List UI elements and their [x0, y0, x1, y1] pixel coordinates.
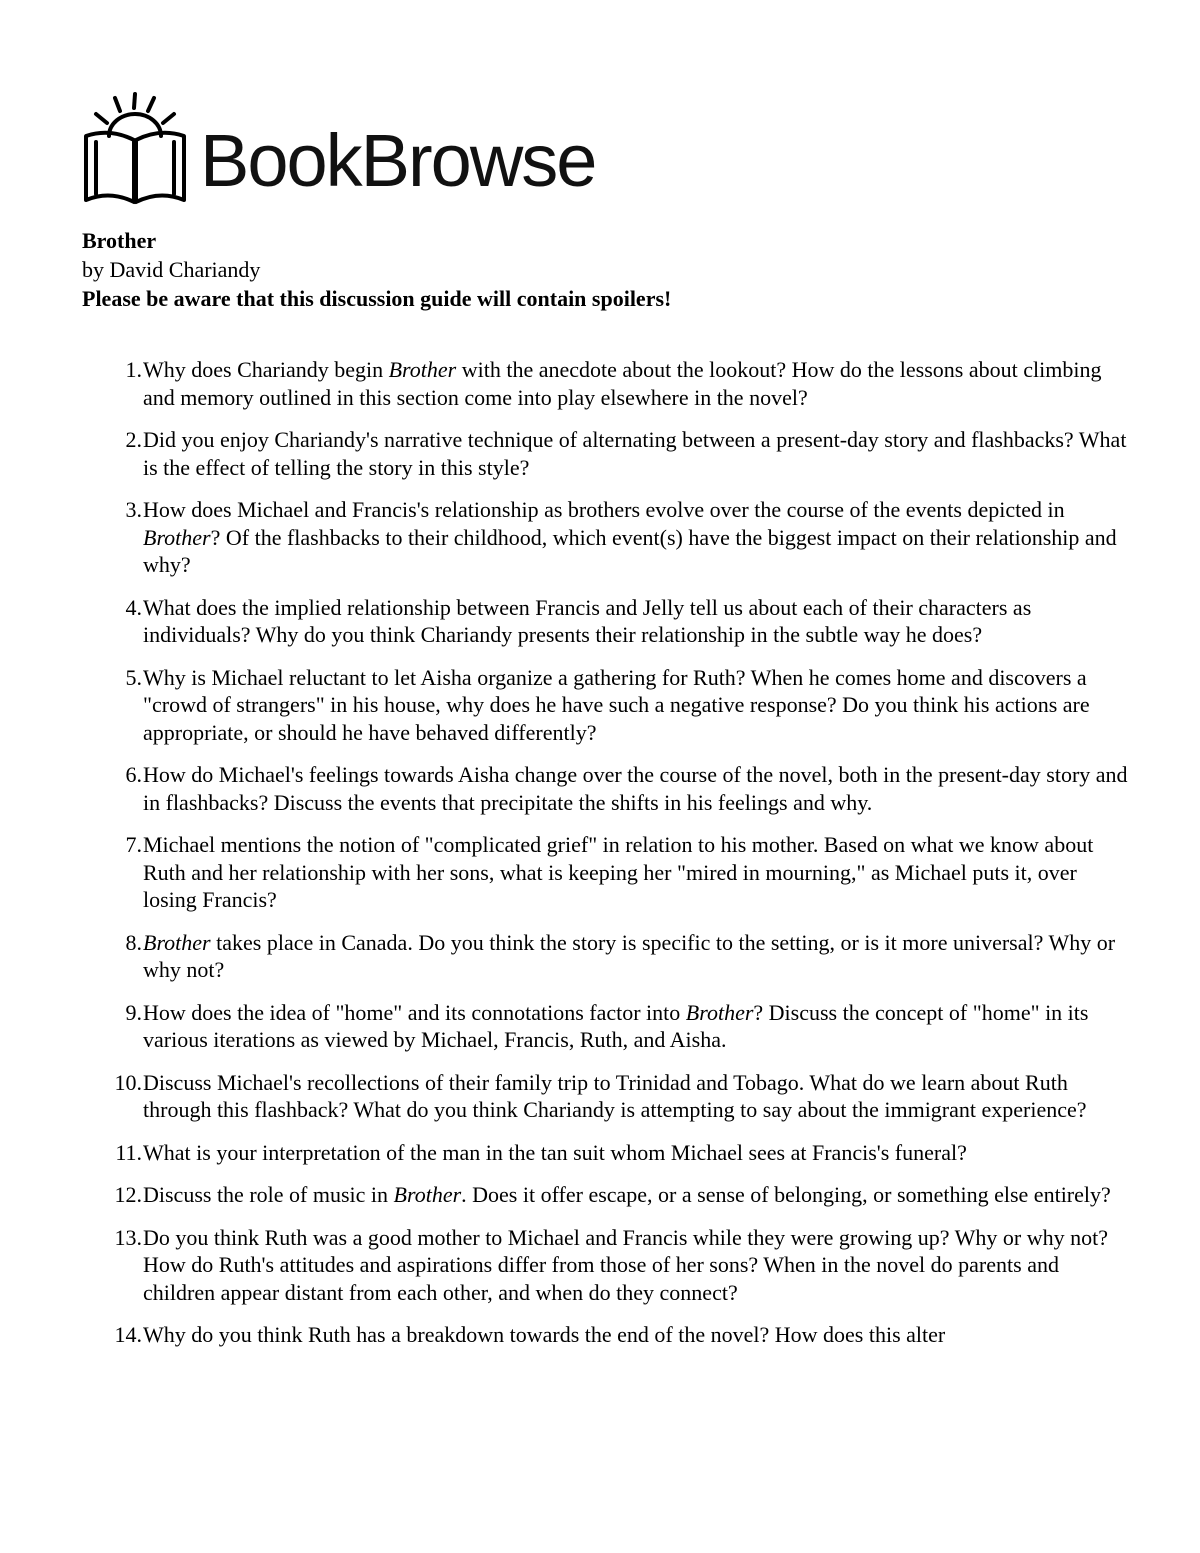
question-text	[143, 929, 1132, 984]
guide-header	[82, 226, 671, 313]
open-book-sun-icon	[82, 90, 188, 206]
discussion-question	[82, 831, 1132, 914]
discussion-question	[82, 999, 1132, 1054]
question-text-part: How does Michael and Francis's relationship as brothers evolve over the course of the events depicted in	[143, 497, 1065, 522]
question-number: 12.	[114, 1182, 142, 1207]
question-text	[143, 1139, 1132, 1167]
question-text-part: Michael mentions the notion of "complicated grief" in relation to his mother. Based on what we know about Ruth and her relationship with her sons, what is keeping her "mired in mourning," as Michael puts it, over losing Francis?	[143, 832, 1094, 912]
question-number: 8.	[125, 929, 142, 955]
book-title-italic: Brother	[393, 1182, 462, 1207]
question-text	[143, 356, 1132, 411]
question-text	[143, 999, 1132, 1054]
question-text-part: What is your interpretation of the man in the tan suit whom Michael sees at Francis's funeral?	[143, 1139, 967, 1165]
book-title-italic: Brother	[143, 929, 211, 955]
question-text	[143, 1181, 1132, 1209]
logo-wordmark: BookBrowse	[200, 119, 596, 202]
discussion-question	[82, 1224, 1132, 1307]
question-number: 14.	[114, 1322, 142, 1347]
question-text	[143, 594, 1132, 649]
question-number: 10.	[114, 1069, 142, 1095]
discussion-question	[82, 1181, 1132, 1209]
author-line: by David Chariandy	[82, 257, 261, 282]
question-number: 4.	[125, 594, 142, 620]
question-text-part: with the anecdote about the lookout? How do the lessons about climbing and memory outlined in this section come into play elsewhere in the novel?	[143, 357, 1102, 410]
question-text-part: Did you enjoy Chariandy's narrative technique of alternating between a present-day story and flashbacks? What is the effect of telling the story in this style?	[143, 427, 1127, 480]
book-title-italic: Brother	[143, 524, 211, 550]
discussion-question	[82, 594, 1132, 649]
question-text	[143, 496, 1132, 579]
question-number: 5.	[125, 664, 142, 690]
spoiler-warning: Please be aware that this discussion guide will contain spoilers!	[82, 286, 672, 311]
question-text-part: . Does it offer escape, or a sense of belonging, or something else entirely?	[461, 1182, 1111, 1207]
discussion-question	[82, 1069, 1132, 1124]
discussion-question	[82, 426, 1132, 481]
question-text-part: Do you think Ruth was a good mother to Michael and Francis while they were growing up? Why or why not? How do Ruth's attitudes and aspirations differ from those of her sons? When in the novel do parents and children appear distant from each other, and when do they connect?	[143, 1224, 1108, 1305]
question-text	[143, 426, 1132, 481]
question-text	[143, 664, 1132, 747]
discussion-question	[82, 1321, 1132, 1349]
discussion-question	[82, 496, 1132, 579]
question-number: 6.	[125, 762, 142, 787]
discussion-question	[82, 664, 1132, 747]
question-text-part: ? Of the flashbacks to their childhood, which event(s) have the biggest impact on their relationship and why?	[143, 524, 1117, 577]
question-number: 1.	[125, 357, 142, 382]
question-text-part: Discuss Michael's recollections of their family trip to Trinidad and Tobago. What do we learn about Ruth through this flashback? What do you think Chariandy is attempting to say about the immigrant experience?	[143, 1069, 1087, 1122]
question-text	[143, 761, 1132, 816]
question-number: 3.	[125, 497, 142, 522]
book-title-italic: Brother	[388, 357, 457, 382]
question-text	[143, 1069, 1132, 1124]
discussion-questions-list	[82, 356, 1132, 1364]
question-number: 2.	[125, 427, 142, 452]
bookbrowse-logo	[82, 90, 595, 206]
book-title: Brother	[82, 228, 157, 253]
question-text	[143, 1224, 1132, 1307]
question-text-part: takes place in Canada. Do you think the story is specific to the setting, or is it more universal? Why or why not?	[143, 929, 1116, 982]
question-text-part: Why does Chariandy begin	[143, 357, 389, 382]
question-text	[143, 831, 1132, 914]
question-number: 11.	[115, 1139, 142, 1165]
question-text-part: How do Michael's feelings towards Aisha change over the course of the novel, both in the present-day story and in flashbacks? Discuss the events that precipitate the shifts in his feelings and why.	[143, 762, 1128, 815]
question-text-part: Why do you think Ruth has a breakdown towards the end of the novel? How does this alter	[143, 1322, 946, 1347]
question-number: 13.	[114, 1224, 142, 1250]
discussion-question	[82, 356, 1132, 411]
book-title-italic: Brother	[685, 999, 754, 1025]
question-text-part: How does the idea of "home" and its connotations factor into	[143, 999, 686, 1025]
discussion-question	[82, 761, 1132, 816]
question-number: 7.	[125, 832, 142, 857]
question-text-part: Why is Michael reluctant to let Aisha organize a gathering for Ruth? When he comes home and discovers a "crowd of strangers" in his house, why does he have such a negative response? Do you think his actions are appropriate, or should he have behaved differently?	[143, 664, 1090, 745]
discussion-question	[82, 929, 1132, 984]
question-text-part: ? Discuss the concept of "home" in its various iterations as viewed by Michael, Francis, Ruth, and Aisha.	[143, 999, 1089, 1052]
question-text	[143, 1321, 1132, 1349]
question-number: 9.	[125, 999, 142, 1025]
question-text-part: What does the implied relationship between Francis and Jelly tell us about each of their characters as individuals? Why do you think Chariandy presents their relationship in the subtle way he does?	[143, 594, 1032, 647]
discussion-question	[82, 1139, 1132, 1167]
question-text-part: Discuss the role of music in	[143, 1182, 394, 1207]
